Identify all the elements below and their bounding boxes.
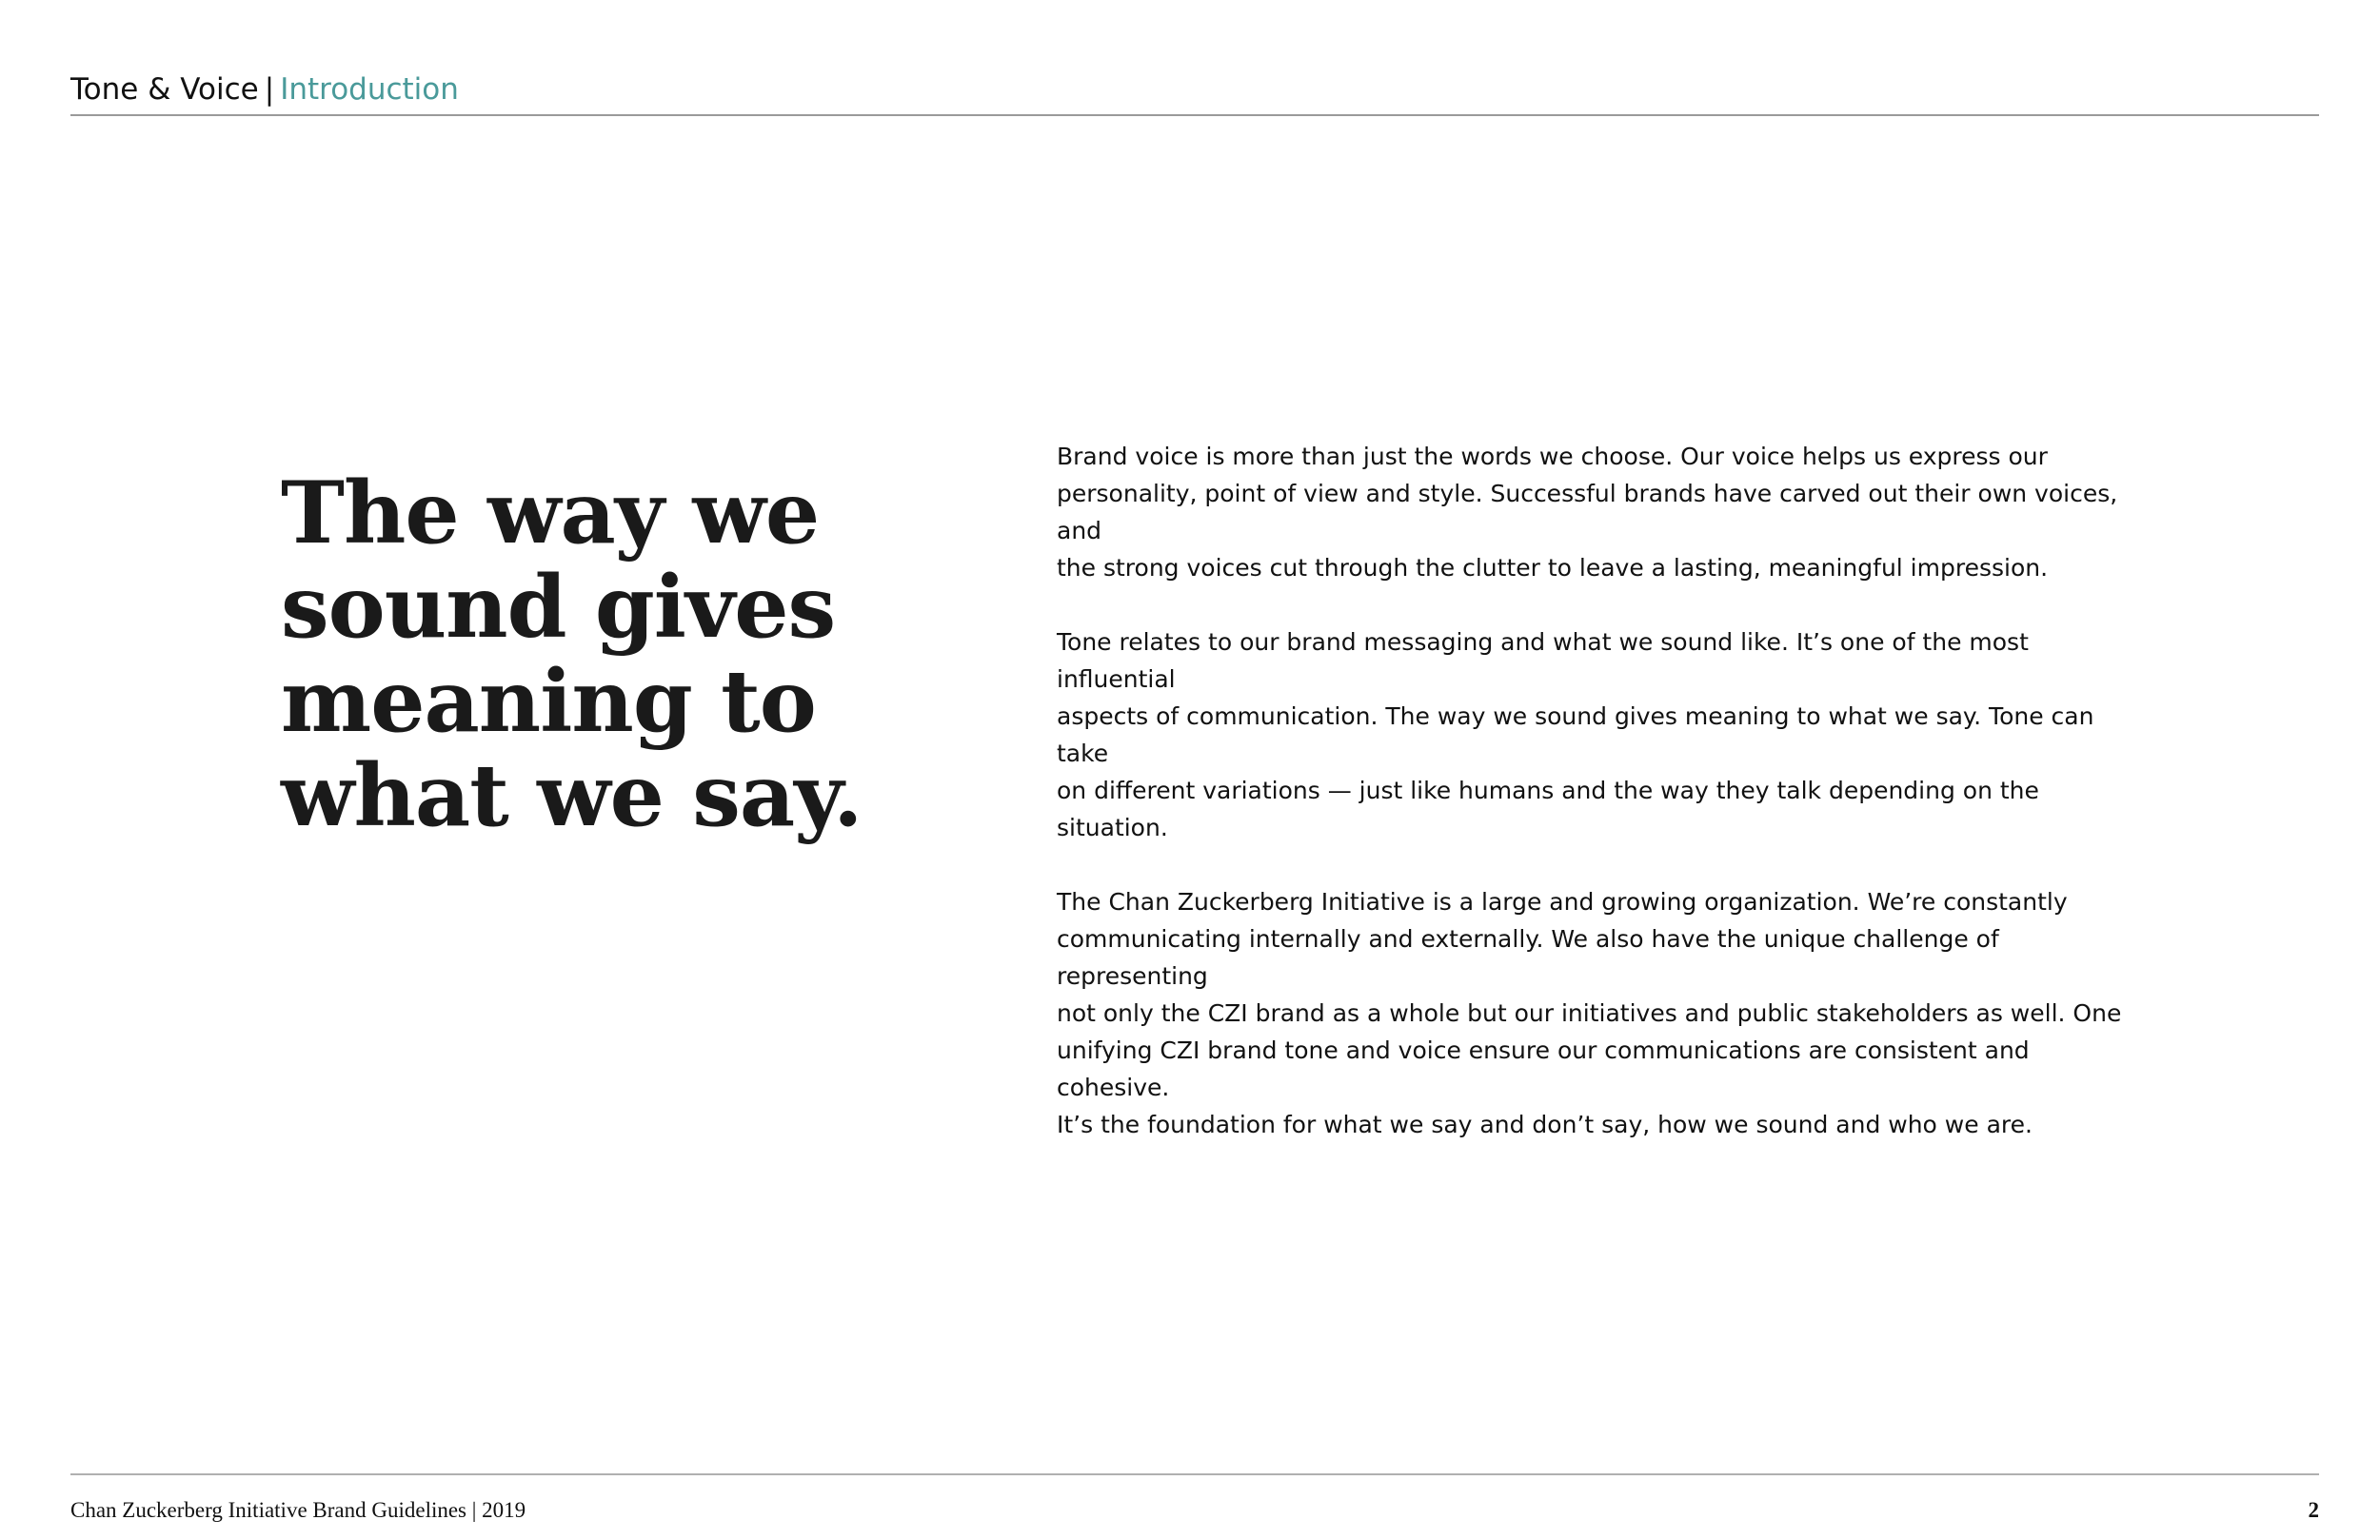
body-paragraph: Tone relates to our brand messaging and what we sound like. It’s one of the most influential aspects of communication. The way we sound gives meaning to what we say. Tone can take on different variations — just like humans and the way they talk depending on the situation. — [1057, 628, 2094, 841]
header-separator: | — [264, 72, 275, 107]
body-copy — [1057, 438, 2132, 1180]
section-title: Tone & Voice — [70, 72, 259, 107]
page-header — [70, 67, 2319, 116]
subsection-title: Introduction — [280, 72, 459, 107]
footer-text: Chan Zuckerberg Initiative Brand Guidelines | 2019 — [70, 1498, 526, 1522]
header-title — [70, 71, 459, 108]
body-paragraph: Brand voice is more than just the words we choose. Our voice helps us express our personality, point of view and style. Successful brands have carved out their own voices, and the strong voices cut through the clutter to leave a lasting, meaningful impression. — [1057, 443, 2118, 582]
page-footer — [70, 1473, 2319, 1522]
page-number: 2 — [2308, 1498, 2319, 1522]
body-paragraph: The Chan Zuckerberg Initiative is a large and growing organization. We’re constantly communicating internally and externally. We also have the unique challenge of representing not only the CZI brand as a whole but our initiatives and public stakeholders as well. One unifying CZI brand tone and voice ensure our communications are consistent and cohesive. It’s the foundation for what we say and don’t say, how we sound and who we are. — [1057, 888, 2122, 1138]
headline: The way we sound gives meaning to what we say. — [281, 463, 863, 846]
